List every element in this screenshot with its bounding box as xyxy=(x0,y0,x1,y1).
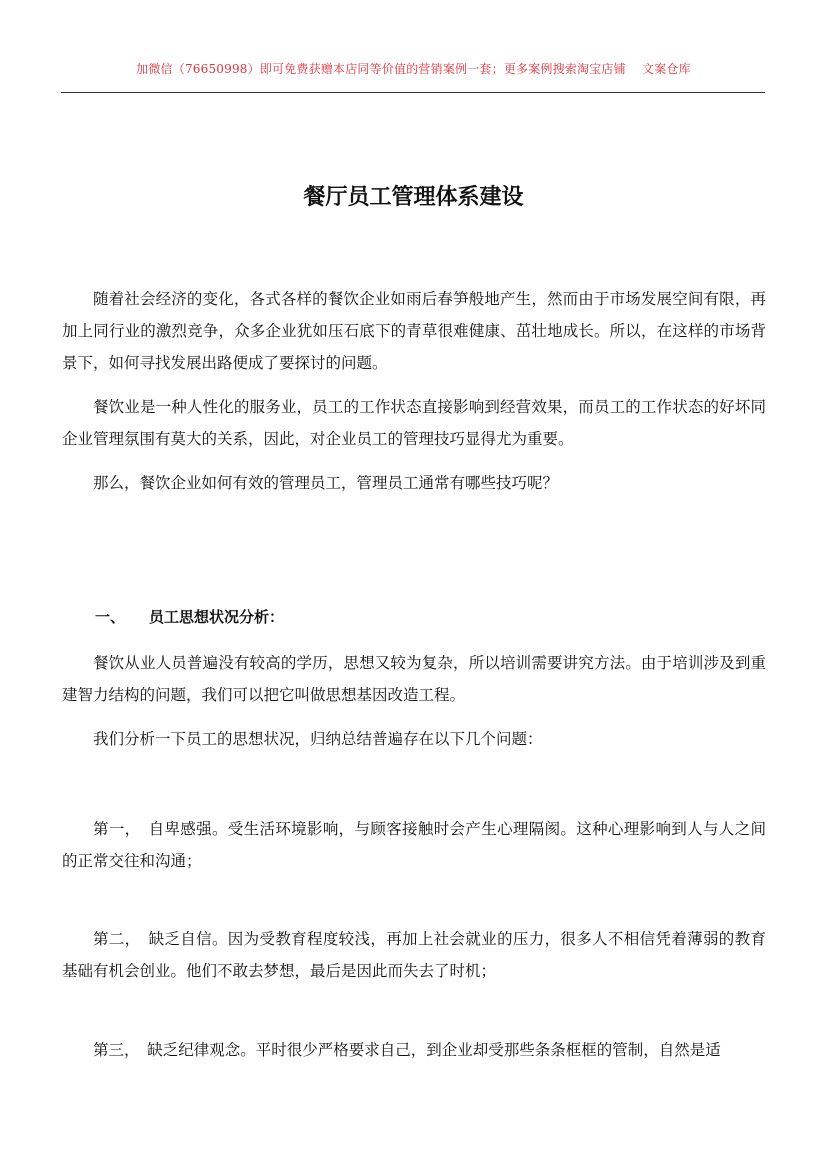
header-divider xyxy=(61,92,765,93)
point-1: 第一， 自卑感强。受生活环境影响，与顾客接触时会产生心理隔阂。这种心理影响到人与人之间的正常交往和沟通； xyxy=(62,820,766,870)
header-note: 加微信（76650998）即可免费获赠本店同等价值的营销案例一套；更多案例搜索淘宝店铺 文案仓库 xyxy=(136,62,691,76)
point-2: 第二， 缺乏自信。因为受教育程度较浅，再加上社会就业的压力，很多人不相信凭着薄弱的教育基础有机会创业。他们不敢去梦想，最后是因此而失去了时机； xyxy=(62,930,766,980)
section-1-heading xyxy=(95,606,284,627)
point-2-block xyxy=(62,923,766,987)
section-1-paragraph-2: 我们分析一下员工的思想状况，归纳总结普遍存在以下几个问题： xyxy=(93,730,543,748)
intro-paragraph-3: 那么，餐饮企业如何有效的管理员工，管理员工通常有哪些技巧呢？ xyxy=(93,474,559,492)
section-1-title: 员工思想状况分析： xyxy=(149,608,285,626)
point-3-block xyxy=(62,1034,766,1066)
intro-paragraph-1: 随着社会经济的变化，各式各样的餐饮企业如雨后春笋般地产生，然而由于市场发展空间有限，再加上同行业的激烈竞争，众多企业犹如压石底下的青草很难健康、茁壮地成长。所以，在这样的市场背景下，如何寻找发展出路便成了要探讨的问题。 xyxy=(62,290,766,372)
section-1-block xyxy=(62,647,766,755)
intro-paragraph-2: 餐饮业是一种人性化的服务业，员工的工作状态直接影响到经营效果，而员工的工作状态的好坏同企业管理氛围有莫大的关系，因此，对企业员工的管理技巧显得尤为重要。 xyxy=(62,398,766,448)
intro-block xyxy=(62,283,766,499)
point-3: 第三， 缺乏纪律观念。平时很少严格要求自己，到企业却受那些条条框框的管制，自然是适 xyxy=(93,1041,721,1059)
document-title: 餐厅员工管理体系建设 xyxy=(303,185,524,210)
section-1-paragraph-1: 餐饮从业人员普遍没有较高的学历，思想又较为复杂，所以培训需要讲究方法。由于培训涉及到重建智力结构的问题，我们可以把它叫做思想基因改造工程。 xyxy=(62,654,766,704)
point-1-block xyxy=(62,813,766,877)
section-1-number: 一、 xyxy=(95,608,126,626)
